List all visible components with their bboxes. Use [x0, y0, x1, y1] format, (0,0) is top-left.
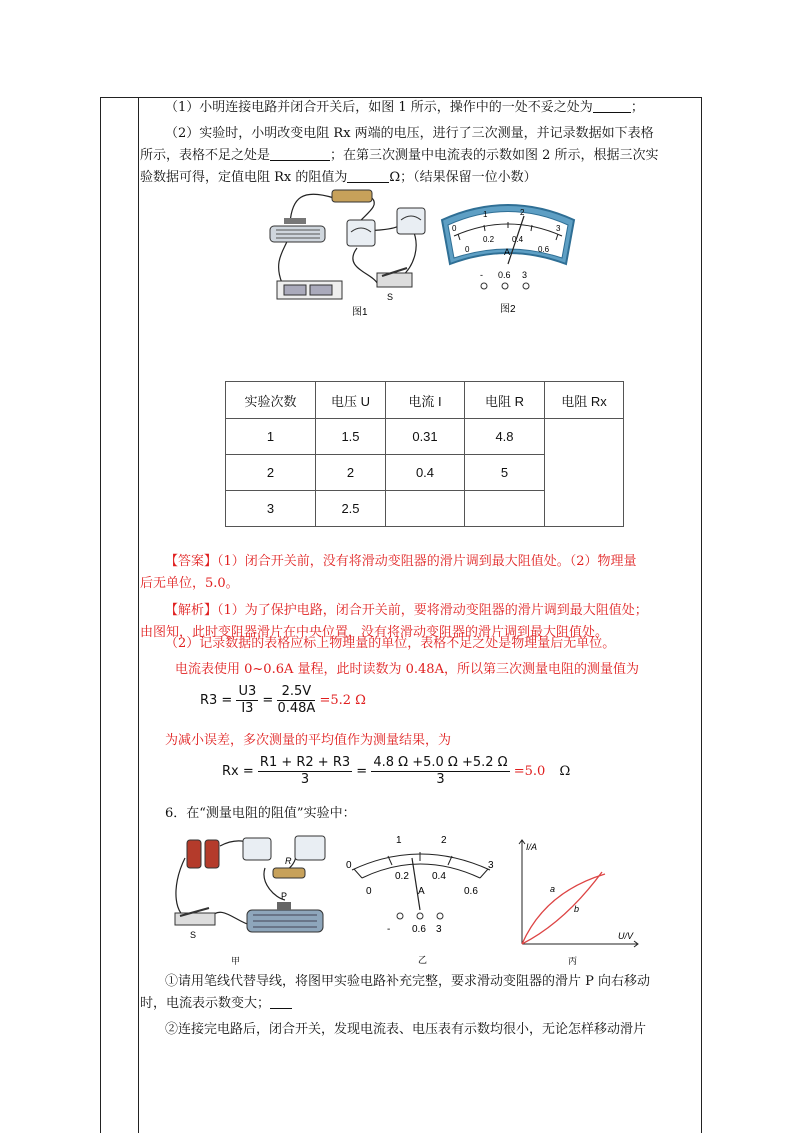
table-cell	[465, 491, 545, 527]
analysis-line5: 为减小误差，多次测量的平均值作为测量结果，为	[165, 733, 452, 748]
graph-curve-b	[522, 872, 602, 944]
rheostat-icon	[270, 218, 325, 242]
yi-bottom-1: 0.2	[395, 871, 409, 882]
table-header: 电阻 Rx	[545, 382, 624, 419]
figure-yi-ammeter	[340, 828, 505, 968]
table-cell: 2	[226, 455, 316, 491]
fig2-top-3: 3	[556, 224, 561, 233]
table-header: 实验次数	[226, 382, 316, 419]
graph-curve-a-label: a	[550, 884, 556, 894]
figure2-ammeter	[436, 192, 581, 320]
fig2-terminal-06: 0.6	[498, 270, 511, 280]
fig1-switch-label: S	[387, 292, 394, 302]
yi-unit: A	[418, 886, 425, 897]
jia-switch-label: S	[190, 930, 197, 940]
equation-r3: R3 = $\frac{U3}{I3}$ = $\frac{2.5V}{0.48A}$ =5.2 Ω	[200, 684, 366, 716]
answer-line2: 后无单位，5.0。	[140, 576, 239, 591]
fig2-bottom-1: 0.2	[483, 235, 495, 244]
jia-resistor-label: R	[285, 856, 292, 866]
table-cell: 5	[465, 455, 545, 491]
table-cell	[386, 491, 465, 527]
table-cell: 2	[316, 455, 386, 491]
battery-icon	[187, 840, 219, 868]
equation-rx: Rx = $\frac{R1 + R2 + R3}{3}$ = $\frac{4.8 \Omega +5.0 \Omega +5.2 \Omega}{3}$ =5.0 Ω	[222, 755, 571, 787]
analysis-line3: （2）记录数据的表格应标上物理量的单位，表格不足之处是物理量后无单位。	[165, 636, 616, 651]
fig2-top-1: 1	[483, 210, 488, 219]
q6-item1b: 时，电流表示数变大；	[140, 993, 292, 1015]
graph-curve-b-label: b	[574, 904, 580, 914]
yi-bottom-3: 0.6	[464, 886, 478, 897]
q5-line2c: 验数据可得，定值电阻 Rx 的阻值为 Ω；（结果保留一位小数）	[140, 170, 537, 185]
frame-divider	[138, 98, 139, 1133]
yi-bottom-2: 0.4	[432, 871, 446, 882]
battery-box-icon	[277, 281, 342, 299]
table-header: 电阻 R	[465, 382, 545, 419]
table-cell-rx	[545, 419, 624, 527]
fig2-bottom-0: 0	[465, 245, 470, 254]
jia-switch-icon	[175, 908, 215, 925]
q6-item2: ②连接完电路后，闭合开关，发现电流表、电压表有示数均很小，无论怎样移动滑片	[165, 1022, 647, 1037]
eq1-frac1: $\frac{U3}{I3}$	[238, 684, 257, 716]
eq1-frac2: $\frac{2.5V}{0.48A}$	[277, 684, 316, 716]
eq2-frac1: $\frac{R1 + R2 + R3}{3}$	[259, 755, 351, 787]
fig2-top-2: 2	[520, 208, 525, 217]
graph-ylabel: I/A	[526, 842, 538, 852]
yi-top-0: 0	[346, 860, 352, 871]
fig-jia-label: 甲	[231, 956, 241, 966]
yi-terminal-neg: -	[387, 924, 391, 935]
q5-line2a: （2）实验时，小明改变电阻 Rx 两端的电压，进行了三次测量，并记录数据如下表格	[165, 126, 654, 141]
table-cell: 3	[226, 491, 316, 527]
yi-terminal-3: 3	[436, 924, 442, 935]
yi-top-2: 2	[441, 835, 447, 846]
analysis-line4: 电流表使用 0~0.6A 量程，此时读数为 0.48A，所以第三次测量电阻的测量值为	[175, 662, 639, 677]
fig2-label: 图2	[500, 304, 516, 315]
jia-resistor-icon	[273, 868, 305, 878]
ammeter-icon	[347, 220, 375, 246]
yi-terminal-06: 0.6	[412, 924, 426, 935]
figure-bing-graph	[510, 832, 645, 968]
table-cell: 2.5	[316, 491, 386, 527]
eq2-frac2: $\frac{4.8 \Omega +5.0 \Omega +5.2 \Omega}{3}$	[373, 755, 508, 787]
table-header-row	[226, 382, 624, 419]
analysis-line1: 【解析】（1）为了保护电路，闭合开关前，要将滑动变阻器的滑片调到最大阻值处；	[165, 603, 648, 618]
fig2-unit: A	[504, 247, 511, 257]
figure-jia-circuit	[165, 828, 335, 968]
q6-title: 6．在“测量电阻的阻值”实验中：	[165, 806, 356, 821]
table-cell: 0.4	[386, 455, 465, 491]
table-cell: 1	[226, 419, 316, 455]
table-row	[226, 419, 624, 455]
jia-rheostat-icon	[247, 902, 323, 932]
jia-voltmeter-icon	[295, 836, 325, 860]
fig-bing-label: 丙	[568, 956, 578, 966]
table-header: 电流 I	[386, 382, 465, 419]
analysis-line2: 由图知，此时变阻器滑片在中央位置，没有将滑动变阻器的滑片调到最大阻值处。	[140, 625, 609, 640]
figure1-circuit	[262, 188, 432, 320]
yi-top-3: 3	[488, 860, 494, 871]
table-cell: 4.8	[465, 419, 545, 455]
fig2-terminal-3: 3	[522, 270, 528, 280]
graph-xlabel: U/V	[618, 931, 634, 941]
measurement-table	[225, 381, 624, 527]
fig2-bottom-2: 0.4	[512, 235, 524, 244]
fig2-terminal-neg: -	[480, 270, 483, 280]
yi-top-1: 1	[396, 835, 402, 846]
fig1-label: 图1	[352, 307, 368, 318]
yi-scale-arc	[352, 854, 490, 870]
q5-line1: （1）小明连接电路并闭合开关后，如图 1 所示，操作中的一处不妥之处为 ；	[165, 100, 644, 115]
q6-item1a: ①请用笔线代替导线，将图甲实验电路补充完整，要求滑动变阻器的滑片 P 向右移动	[165, 974, 651, 989]
table-header: 电压 U	[316, 382, 386, 419]
fig2-top-0: 0	[452, 224, 457, 233]
jia-ammeter-icon	[243, 838, 271, 860]
answer-line1: 【答案】（1）闭合开关前，没有将滑动变阻器的滑片调到最大阻值处。（2）物理量	[165, 554, 637, 569]
table-cell: 0.31	[386, 419, 465, 455]
jia-slider-label: P	[281, 891, 288, 901]
yi-bottom-0: 0	[366, 886, 372, 897]
yi-needle	[412, 858, 420, 910]
resistor-icon	[332, 190, 372, 202]
table-cell: 1.5	[316, 419, 386, 455]
fig2-bottom-3: 0.6	[538, 245, 550, 254]
fig-yi-label: 乙	[418, 955, 428, 965]
q5-line2b: 所示，表格不足之处是 ；在第三次测量中电流表的示数如图 2 所示，根据三次实	[140, 148, 659, 163]
voltmeter-icon	[397, 208, 425, 234]
